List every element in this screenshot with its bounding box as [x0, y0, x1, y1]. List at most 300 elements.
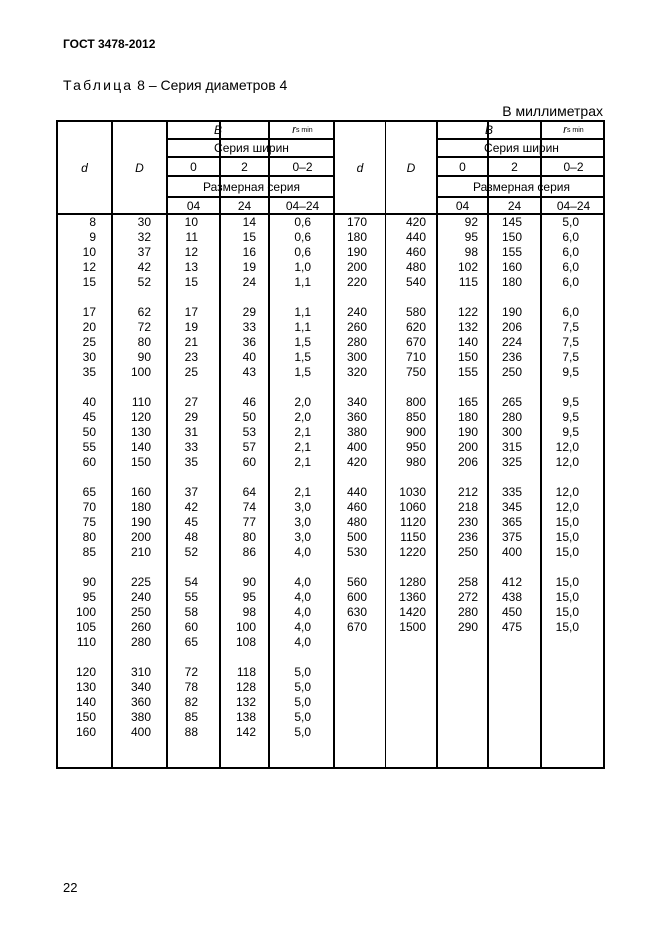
table-cell: 258	[457, 575, 478, 589]
table-cell: 265	[502, 395, 523, 409]
table-cell: 15,0	[555, 530, 579, 544]
header-width-series: Серия ширин	[484, 141, 559, 155]
table-cell: 218	[457, 500, 478, 514]
table-cell: 200	[347, 260, 368, 274]
table-cell: 12,0	[555, 455, 579, 469]
table-cell: 80	[82, 530, 96, 544]
group-spacer	[294, 380, 311, 395]
header-width-series-0: 0	[459, 159, 466, 174]
table-cell: 5,0	[294, 725, 311, 739]
table-cell: 15,0	[555, 545, 579, 559]
group-spacer	[76, 470, 96, 485]
group-spacer	[458, 380, 478, 395]
header-dimension-series-04-24: 04–24	[556, 198, 591, 213]
table-cell: 236	[457, 530, 478, 544]
table-cell: 280	[347, 335, 368, 349]
table-cell: 200	[130, 530, 151, 544]
table-cell: 95	[242, 590, 256, 604]
page-number: 22	[63, 880, 78, 895]
table-cell: 1,5	[294, 335, 311, 349]
table-cell: 1,5	[294, 350, 311, 364]
table-cell: 420	[405, 215, 426, 229]
table-cell: 155	[502, 245, 523, 259]
table-cell: 90	[242, 575, 256, 589]
table-cell: 380	[347, 425, 368, 439]
group-spacer	[347, 380, 367, 395]
header-dimension-series-04: 04	[186, 198, 201, 213]
table-cell: 15	[184, 275, 198, 289]
table-cell: 12,0	[555, 485, 579, 499]
table-cell: 88	[184, 725, 198, 739]
table-cell: 6,0	[562, 275, 579, 289]
table-cell: 4,0	[294, 545, 311, 559]
table-cell: 140	[457, 335, 478, 349]
table-cell: 102	[457, 260, 478, 274]
table-cell: 440	[347, 485, 368, 499]
table-cell: 850	[405, 410, 426, 424]
group-spacer	[294, 470, 311, 485]
table-cell: 150	[457, 350, 478, 364]
table-cell: 1,5	[294, 365, 311, 379]
table-cell: 92	[464, 215, 478, 229]
table-cell: 122	[457, 305, 478, 319]
group-spacer	[236, 560, 256, 575]
table-cell: 165	[457, 395, 478, 409]
group-spacer	[185, 650, 198, 665]
table-cell: 1360	[399, 590, 426, 604]
table-cell: 72	[184, 665, 198, 679]
table-cell: 0,6	[294, 230, 311, 244]
table-cell: 9,5	[562, 365, 579, 379]
table-cell: 530	[347, 545, 368, 559]
table-cell: 15	[82, 275, 96, 289]
table-cell: 1120	[400, 515, 426, 529]
header-d: d	[81, 160, 88, 175]
table-cell: 105	[75, 620, 96, 634]
table-cell: 62	[137, 305, 151, 319]
table-cell: 1280	[399, 575, 426, 589]
group-spacer	[185, 470, 198, 485]
table-cell: 98	[242, 605, 256, 619]
table-cell: 80	[242, 530, 256, 544]
table-cell: 17	[82, 305, 96, 319]
table-cell: 130	[75, 680, 96, 694]
table-cell: 620	[405, 320, 426, 334]
table-cell: 475	[502, 620, 523, 634]
table-cell: 100	[235, 620, 256, 634]
group-spacer	[347, 290, 367, 305]
divider	[111, 122, 113, 767]
table-cell: 300	[502, 425, 523, 439]
table-cell: 280	[130, 635, 151, 649]
table-cell: 150	[75, 710, 96, 724]
table-cell: 670	[405, 335, 426, 349]
table-cell: 2,0	[294, 410, 311, 424]
table-cell: 5,0	[294, 710, 311, 724]
table-cell: 365	[502, 515, 523, 529]
table-cell: 7,5	[562, 350, 579, 364]
table-cell: 52	[184, 545, 198, 559]
bearing-dimensions-table	[56, 120, 605, 769]
group-spacer	[556, 290, 579, 305]
table-cell: 10	[82, 245, 96, 259]
table-cell: 4,0	[294, 605, 311, 619]
table-cell: 180	[502, 275, 523, 289]
divider	[333, 122, 335, 767]
table-cell: 120	[75, 665, 96, 679]
table-cell: 420	[347, 455, 368, 469]
table-cell: 36	[242, 335, 256, 349]
table-cell: 75	[82, 515, 96, 529]
caption-title: 8 – Серия диаметров 4	[133, 77, 288, 93]
table-cell: 480	[405, 260, 426, 274]
table-cell: 1420	[399, 605, 426, 619]
group-spacer	[556, 380, 579, 395]
column-left-d	[76, 215, 96, 740]
header-B: B	[484, 123, 493, 137]
table-cell: 138	[235, 710, 256, 724]
table-cell: 1,1	[294, 320, 311, 334]
table-cell: 108	[235, 635, 256, 649]
table-cell: 360	[347, 410, 368, 424]
table-cell: 37	[184, 485, 198, 499]
table-cell: 290	[457, 620, 478, 634]
table-cell: 600	[347, 590, 368, 604]
group-spacer	[399, 560, 426, 575]
header-width-series-0-2: 0–2	[563, 159, 584, 174]
table-cell: 190	[130, 515, 151, 529]
table-cell: 950	[405, 440, 426, 454]
table-cell: 31	[184, 425, 198, 439]
table-cell: 315	[502, 440, 523, 454]
table-cell: 58	[184, 605, 198, 619]
table-cell: 30	[82, 350, 96, 364]
table-cell: 78	[184, 680, 198, 694]
table-cell: 32	[137, 230, 151, 244]
header-width-series-2: 2	[241, 159, 248, 174]
table-cell: 14	[242, 215, 256, 229]
table-cell: 90	[137, 350, 151, 364]
table-cell: 54	[184, 575, 198, 589]
table-cell: 50	[82, 425, 96, 439]
table-cell: 412	[502, 575, 523, 589]
table-cell: 37	[137, 245, 151, 259]
table-cell: 1500	[399, 620, 426, 634]
divider	[268, 122, 270, 767]
table-cell: 1,1	[294, 305, 311, 319]
group-spacer	[236, 380, 256, 395]
table-cell: 260	[130, 620, 151, 634]
header-B: B	[213, 123, 222, 137]
table-cell: 30	[137, 215, 151, 229]
table-cell: 13	[184, 260, 198, 274]
table-cell: 5,0	[294, 665, 311, 679]
table-cell: 110	[131, 395, 151, 409]
table-cell: 160	[130, 485, 151, 499]
table-cell: 1,0	[294, 260, 311, 274]
table-cell: 6,0	[562, 305, 579, 319]
table-cell: 77	[242, 515, 256, 529]
table-cell: 17	[184, 305, 198, 319]
group-spacer	[294, 650, 311, 665]
table-cell: 72	[137, 320, 151, 334]
table-cell: 212	[457, 485, 478, 499]
divider	[540, 122, 542, 767]
group-spacer	[399, 470, 426, 485]
table-cell: 15,0	[555, 590, 579, 604]
table-cell: 160	[75, 725, 96, 739]
group-spacer	[131, 470, 151, 485]
table-cell: 45	[184, 515, 198, 529]
table-cell: 180	[457, 410, 478, 424]
table-cell: 10	[184, 215, 198, 229]
table-cell: 360	[130, 695, 151, 709]
table-cell: 40	[242, 350, 256, 364]
group-spacer	[556, 560, 579, 575]
table-cell: 206	[457, 455, 478, 469]
table-cell: 57	[242, 440, 256, 454]
table-cell: 580	[405, 305, 426, 319]
column-left-B24	[236, 215, 256, 740]
table-cell: 19	[184, 320, 198, 334]
table-cell: 400	[347, 440, 368, 454]
group-spacer	[556, 470, 579, 485]
table-cell: 33	[184, 440, 198, 454]
table-cell: 2,1	[294, 455, 311, 469]
column-right-B04	[458, 215, 478, 635]
table-cell: 25	[184, 365, 198, 379]
table-cell: 55	[82, 440, 96, 454]
column-right-d	[347, 215, 367, 635]
table-cell: 6,0	[562, 245, 579, 259]
table-cell: 670	[347, 620, 368, 634]
table-cell: 65	[184, 635, 198, 649]
table-cell: 400	[502, 545, 523, 559]
table-cell: 400	[130, 725, 151, 739]
table-cell: 40	[82, 395, 96, 409]
table-cell: 225	[130, 575, 151, 589]
table-cell: 180	[347, 230, 368, 244]
table-cell: 4,0	[294, 590, 311, 604]
table-cell: 0,6	[294, 215, 311, 229]
table-cell: 1060	[399, 500, 426, 514]
table-cell: 115	[458, 275, 478, 289]
table-cell: 120	[130, 410, 151, 424]
table-cell: 128	[235, 680, 256, 694]
table-cell: 33	[242, 320, 256, 334]
table-cell: 200	[457, 440, 478, 454]
table-cell: 4,0	[294, 575, 311, 589]
table-cell: 310	[130, 665, 151, 679]
table-cell: 19	[242, 260, 256, 274]
table-cell: 132	[235, 695, 256, 709]
table-cell: 132	[457, 320, 478, 334]
column-right-B24	[502, 215, 522, 635]
table-cell: 190	[457, 425, 478, 439]
table-cell: 2,0	[294, 395, 311, 409]
group-spacer	[236, 290, 256, 305]
table-cell: 3,0	[294, 530, 311, 544]
table-cell: 7,5	[562, 335, 579, 349]
table-cell: 80	[137, 335, 151, 349]
header-d: d	[356, 160, 364, 175]
table-cell: 0,6	[294, 245, 311, 259]
table-cell: 1,1	[294, 275, 311, 289]
header-width-series-2: 2	[511, 159, 518, 174]
table-cell: 43	[242, 365, 256, 379]
table-cell: 480	[347, 515, 368, 529]
table-cell: 29	[184, 410, 198, 424]
table-cell: 5,0	[294, 695, 311, 709]
table-cell: 12,0	[555, 440, 579, 454]
table-cell: 1220	[399, 545, 426, 559]
group-spacer	[76, 560, 96, 575]
table-cell: 460	[347, 500, 368, 514]
table-cell: 150	[130, 455, 151, 469]
group-spacer	[399, 380, 426, 395]
table-cell: 750	[405, 365, 426, 379]
table-cell: 12	[184, 245, 198, 259]
table-cell: 55	[184, 590, 198, 604]
table-cell: 12	[82, 260, 96, 274]
table-cell: 250	[502, 365, 523, 379]
group-spacer	[76, 650, 96, 665]
table-cell: 2,1	[294, 485, 311, 499]
table-cell: 280	[457, 605, 478, 619]
group-spacer	[76, 380, 96, 395]
group-spacer	[502, 290, 522, 305]
table-cell: 90	[82, 575, 96, 589]
group-spacer	[502, 380, 522, 395]
table-cell: 150	[502, 230, 523, 244]
table-cell: 110	[76, 635, 96, 649]
column-right-D	[399, 215, 426, 635]
column-left-B04	[185, 215, 198, 740]
group-spacer	[458, 290, 478, 305]
table-cell: 98	[464, 245, 478, 259]
table-cell: 180	[130, 500, 151, 514]
header-dimension-series-04-24: 04–24	[285, 198, 320, 213]
table-cell: 85	[184, 710, 198, 724]
header-dimension-series-24: 24	[507, 198, 522, 213]
table-cell: 800	[405, 395, 426, 409]
table-cell: 85	[82, 545, 96, 559]
column-left-D	[131, 215, 151, 740]
group-spacer	[185, 290, 198, 305]
table-cell: 160	[502, 260, 523, 274]
group-spacer	[185, 560, 198, 575]
table-cell: 15,0	[555, 620, 579, 634]
group-spacer	[131, 380, 151, 395]
table-cell: 29	[242, 305, 256, 319]
table-cell: 64	[242, 485, 256, 499]
table-cell: 540	[405, 275, 426, 289]
table-cell: 440	[405, 230, 426, 244]
table-cell: 170	[347, 215, 368, 229]
group-spacer	[236, 470, 256, 485]
table-cell: 300	[347, 350, 368, 364]
table-cell: 52	[137, 275, 151, 289]
header-width-series-0: 0	[190, 159, 197, 174]
group-spacer	[236, 650, 256, 665]
table-cell: 12,0	[555, 500, 579, 514]
table-cell: 50	[242, 410, 256, 424]
header-dimension-series: Размерная серия	[473, 179, 570, 194]
table-cell: 24	[242, 275, 256, 289]
table-cell: 74	[242, 500, 256, 514]
table-cell: 35	[184, 455, 198, 469]
header-width-series-0-2: 0–2	[292, 159, 313, 174]
group-spacer	[458, 470, 478, 485]
table-cell: 145	[502, 215, 523, 229]
group-spacer	[294, 290, 311, 305]
header-D: D	[406, 160, 416, 175]
column-right-rs	[556, 215, 579, 635]
table-cell: 15,0	[555, 575, 579, 589]
table-cell: 11	[185, 230, 198, 244]
table-cell: 1150	[400, 530, 426, 544]
table-cell: 190	[347, 245, 368, 259]
table-cell: 82	[184, 695, 198, 709]
table-cell: 560	[347, 575, 368, 589]
table-cell: 16	[242, 245, 256, 259]
table-cell: 345	[502, 500, 523, 514]
table-cell: 8	[89, 215, 96, 229]
table-cell: 500	[347, 530, 368, 544]
column-left-rs	[294, 215, 311, 740]
table-cell: 100	[75, 605, 96, 619]
table-cell: 95	[82, 590, 96, 604]
table-cell: 260	[347, 320, 368, 334]
table-cell: 438	[502, 590, 523, 604]
table-cell: 42	[137, 260, 151, 274]
table-cell: 25	[82, 335, 96, 349]
table-cell: 4,0	[294, 635, 311, 649]
table-cell: 210	[130, 545, 151, 559]
table-cell: 240	[130, 590, 151, 604]
table-cell: 15,0	[555, 515, 579, 529]
group-spacer	[76, 290, 96, 305]
table-cell: 900	[405, 425, 426, 439]
table-cell: 100	[130, 365, 151, 379]
table-cell: 46	[242, 395, 256, 409]
table-cell: 155	[457, 365, 478, 379]
header-dimension-series-24: 24	[237, 198, 252, 213]
table-cell: 630	[347, 605, 368, 619]
group-spacer	[131, 560, 151, 575]
group-spacer	[131, 290, 151, 305]
divider	[385, 122, 386, 767]
group-spacer	[347, 470, 367, 485]
document-header: ГОСТ 3478-2012	[63, 37, 156, 51]
table-cell: 130	[130, 425, 151, 439]
table-cell: 340	[347, 395, 368, 409]
group-spacer	[347, 560, 367, 575]
table-cell: 2,1	[294, 440, 311, 454]
table-cell: 230	[457, 515, 478, 529]
table-cell: 375	[502, 530, 523, 544]
header-dimension-series: Размерная серия	[203, 179, 300, 194]
table-cell: 980	[405, 455, 426, 469]
table-cell: 70	[82, 500, 96, 514]
units-note: В миллиметрах	[502, 103, 603, 119]
table-caption	[63, 77, 287, 93]
table-cell: 325	[502, 455, 523, 469]
table-cell: 86	[242, 545, 256, 559]
table-cell: 710	[405, 350, 426, 364]
caption-prefix: Таблица	[63, 77, 134, 93]
divider	[436, 122, 438, 767]
